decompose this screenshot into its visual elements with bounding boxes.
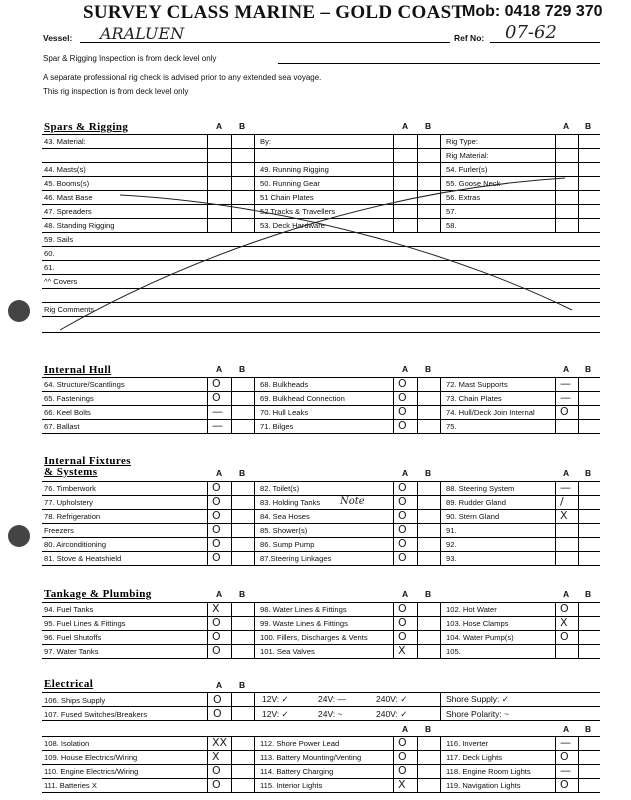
condition-mark[interactable]: O bbox=[212, 551, 221, 564]
voltage-24v-2: 24V: ~ bbox=[318, 709, 343, 719]
spars-extra: Rig Comments bbox=[44, 305, 95, 314]
checklist-item: 69. Bulkhead Connection bbox=[260, 394, 345, 403]
spars-item: 50. Running Gear bbox=[260, 179, 320, 188]
checklist-item: 83. Holding Tanks bbox=[260, 498, 321, 507]
checklist-item: 118. Engine Room Lights bbox=[446, 767, 531, 776]
condition-mark[interactable]: O bbox=[398, 630, 407, 643]
checklist-item: 102. Hot Water bbox=[446, 605, 497, 614]
note-3: This rig inspection is from deck level only bbox=[43, 87, 189, 96]
checklist-item: Freezers bbox=[44, 526, 74, 535]
condition-mark[interactable]: O bbox=[398, 481, 407, 494]
condition-mark[interactable]: — bbox=[560, 764, 571, 777]
checklist-item: 89. Rudder Gland bbox=[446, 498, 506, 507]
checklist-item: 114. Battery Charging bbox=[260, 767, 334, 776]
checklist-item: 82. Toilet(s) bbox=[260, 484, 300, 493]
spars-item: 58. bbox=[446, 221, 457, 230]
spars-item: 52 Tracks & Travellers bbox=[260, 207, 336, 216]
condition-mark[interactable]: — bbox=[560, 377, 571, 390]
fused-switches-label: 107. Fused Switches/Breakers bbox=[44, 710, 147, 719]
condition-mark[interactable]: O bbox=[560, 750, 569, 763]
checklist-item: 81. Stove & Heatshield bbox=[44, 554, 122, 563]
condition-mark[interactable]: O bbox=[212, 391, 221, 404]
spars-item: 51 Chain Plates bbox=[260, 193, 314, 202]
checklist-item: 77. Upholstery bbox=[44, 498, 93, 507]
checklist-item: 92. bbox=[446, 540, 457, 549]
col-a-label: A bbox=[402, 724, 409, 734]
col-a-label: A bbox=[216, 589, 223, 599]
col-a-label: A bbox=[563, 121, 570, 131]
section-fixtures-heading-2: & Systems bbox=[44, 466, 98, 478]
checklist-item: 109. House Electrics/Wiring bbox=[44, 753, 138, 762]
col-a-label: A bbox=[563, 468, 570, 478]
condition-mark[interactable]: O bbox=[398, 616, 407, 629]
section-internal_hull-heading: Internal Hull bbox=[44, 364, 112, 376]
col-a-label: A bbox=[216, 364, 223, 374]
condition-mark[interactable]: X bbox=[560, 616, 568, 629]
condition-mark[interactable]: O bbox=[212, 778, 221, 791]
spars-extra: 59. Sails bbox=[44, 235, 74, 244]
spars-extra: ^^ Covers bbox=[44, 277, 78, 286]
col-b-label: B bbox=[425, 724, 432, 734]
col-a-label: A bbox=[402, 121, 409, 131]
vessel-label: Vessel: bbox=[43, 33, 73, 43]
shore-polarity: Shore Polarity: ~ bbox=[446, 709, 510, 719]
spars-item: 49. Running Rigging bbox=[260, 165, 329, 174]
spars-item: 55. Goose Neck bbox=[446, 179, 501, 188]
condition-mark[interactable]: O bbox=[398, 391, 407, 404]
col-b-label: B bbox=[425, 121, 432, 131]
condition-mark[interactable]: X bbox=[212, 750, 220, 763]
checklist-item: 87.Steering Linkages bbox=[260, 554, 332, 563]
voltage-240v-2: 240V: ✓ bbox=[376, 709, 408, 719]
checklist-item: 78. Refrigeration bbox=[44, 512, 101, 521]
spars-item: 47. Spreaders bbox=[44, 207, 92, 216]
condition-mark[interactable]: X bbox=[560, 509, 568, 522]
section-electrical-heading: Electrical bbox=[44, 678, 94, 690]
condition-mark[interactable]: O bbox=[560, 630, 569, 643]
checklist-item: 91. bbox=[446, 526, 457, 535]
spars-item: 48. Standing Rigging bbox=[44, 221, 115, 230]
punch-hole bbox=[8, 525, 30, 547]
col-a-label: A bbox=[402, 589, 409, 599]
condition-mark[interactable]: O bbox=[212, 644, 221, 657]
spars-item: 54. Furler(s) bbox=[446, 165, 488, 174]
checklist-item: 93. bbox=[446, 554, 457, 563]
condition-mark[interactable]: O bbox=[398, 736, 407, 749]
col-b-label: B bbox=[239, 121, 246, 131]
condition-mark[interactable]: O bbox=[398, 764, 407, 777]
checklist-item: 113. Battery Mounting/Venting bbox=[260, 753, 362, 762]
spars-item: 53. Deck Hardware bbox=[260, 221, 325, 230]
col-a-label: A bbox=[402, 364, 409, 374]
col-a-label: A bbox=[563, 589, 570, 599]
section-tankage-heading: Tankage & Plumbing bbox=[44, 588, 152, 600]
checklist-item: 66. Keel Bolts bbox=[44, 408, 91, 417]
checklist-item: 111. Batteries X bbox=[44, 781, 97, 790]
spars-item: By: bbox=[260, 137, 271, 146]
condition-mark[interactable]: — bbox=[560, 481, 571, 494]
note-1: Spar & Rigging Inspection is from deck level only bbox=[43, 54, 217, 63]
spars-extra: 60. bbox=[44, 249, 55, 258]
condition-mark[interactable]: O bbox=[212, 537, 221, 550]
checklist-item: 71. Bilges bbox=[260, 422, 294, 431]
checklist-item: 110. Engine Electrics/Wiring bbox=[44, 767, 139, 776]
col-a-label: A bbox=[216, 680, 223, 690]
spars-item: 56. Extras bbox=[446, 193, 481, 202]
condition-mark[interactable]: / bbox=[560, 495, 564, 508]
spars-item: Rig Material: bbox=[446, 151, 489, 160]
condition-mark[interactable]: O bbox=[398, 509, 407, 522]
col-b-label: B bbox=[425, 589, 432, 599]
checklist-item: 108. Isolation bbox=[44, 739, 90, 748]
checklist-item: 112. Shore Power Lead bbox=[260, 739, 340, 748]
col-b-label: B bbox=[425, 364, 432, 374]
checklist-item: 99. Waste Lines & Fittings bbox=[260, 619, 348, 628]
voltage-240v-1: 240V: ✓ bbox=[376, 694, 408, 704]
condition-mark[interactable]: O bbox=[212, 481, 221, 494]
col-b-label: B bbox=[585, 468, 592, 478]
checklist-item: 72. Mast Supports bbox=[446, 380, 508, 389]
section-fixtures-heading: Internal Fixtures bbox=[44, 455, 131, 467]
checklist-item: 101. Sea Valves bbox=[260, 647, 315, 656]
checklist-item: 64. Structure/Scantlings bbox=[44, 380, 125, 389]
checklist-item: 65. Fastenings bbox=[44, 394, 94, 403]
checklist-item: 117. Deck Lights bbox=[446, 753, 502, 762]
col-a-label: A bbox=[216, 468, 223, 478]
condition-mark[interactable]: O bbox=[560, 602, 569, 615]
punch-hole bbox=[8, 300, 30, 322]
condition-mark[interactable]: XX bbox=[212, 736, 228, 749]
condition-mark[interactable]: O bbox=[398, 551, 407, 564]
condition-mark[interactable]: O bbox=[398, 602, 407, 615]
checklist-item: 115. Interior Lights bbox=[260, 781, 323, 790]
fused-switches-mark[interactable]: O bbox=[213, 707, 222, 720]
condition-mark[interactable]: O bbox=[398, 495, 407, 508]
vessel-value[interactable]: ARALUEN bbox=[100, 24, 185, 43]
col-a-label: A bbox=[402, 468, 409, 478]
checklist-item: 85. Shower(s) bbox=[260, 526, 308, 535]
checklist-item: 116. Inverter bbox=[446, 739, 489, 748]
checklist-item: 75. bbox=[446, 422, 457, 431]
mobile-number: Mob: 0418 729 370 bbox=[462, 3, 603, 20]
checklist-item: 104. Water Pump(s) bbox=[446, 633, 514, 642]
voltage-24v-1: 24V: — bbox=[318, 694, 347, 704]
spars-item: 45. Booms(s) bbox=[44, 179, 90, 188]
checklist-item: 95. Fuel Lines & Fittings bbox=[44, 619, 126, 628]
col-a-label: A bbox=[563, 364, 570, 374]
condition-mark[interactable]: O bbox=[398, 523, 407, 536]
spars-item: 44. Masts(s) bbox=[44, 165, 86, 174]
holding-tanks-note: Note bbox=[340, 496, 365, 507]
col-b-label: B bbox=[239, 680, 246, 690]
checklist-item: 86. Sump Pump bbox=[260, 540, 315, 549]
ships-supply-label: 106. Ships Supply bbox=[44, 696, 106, 705]
col-b-label: B bbox=[585, 121, 592, 131]
checklist-item: 88. Steering System bbox=[446, 484, 515, 493]
crossout-stroke bbox=[60, 178, 565, 330]
condition-mark[interactable]: O bbox=[212, 377, 221, 390]
checklist-item: 94. Fuel Tanks bbox=[44, 605, 94, 614]
checklist-item: 103. Hose Clamps bbox=[446, 619, 509, 628]
ref-label: Ref No: bbox=[454, 33, 485, 43]
condition-mark[interactable]: — bbox=[212, 419, 223, 432]
condition-mark[interactable]: O bbox=[212, 523, 221, 536]
col-b-label: B bbox=[239, 364, 246, 374]
condition-mark[interactable]: O bbox=[398, 537, 407, 550]
checklist-item: 96. Fuel Shutoffs bbox=[44, 633, 102, 642]
col-b-label: B bbox=[585, 724, 592, 734]
condition-mark[interactable]: O bbox=[212, 495, 221, 508]
col-b-label: B bbox=[425, 468, 432, 478]
col-b-label: B bbox=[239, 589, 246, 599]
checklist-item: 97. Water Tanks bbox=[44, 647, 99, 656]
checklist-item: 100. Fillers, Discharges & Vents bbox=[260, 633, 368, 642]
checklist-item: 84. Sea Hoses bbox=[260, 512, 310, 521]
checklist-item: 68. Bulkheads bbox=[260, 380, 309, 389]
condition-mark[interactable]: O bbox=[560, 405, 569, 418]
checklist-item: 119. Navigation Lights bbox=[446, 781, 521, 790]
checklist-item: 90. Stern Gland bbox=[446, 512, 500, 521]
condition-mark[interactable]: X bbox=[398, 778, 406, 791]
spars-item: 57. bbox=[446, 207, 457, 216]
condition-mark[interactable]: O bbox=[560, 778, 569, 791]
spars-extra: 61. bbox=[44, 263, 55, 272]
checklist-item: 105. bbox=[446, 647, 461, 656]
col-b-label: B bbox=[585, 589, 592, 599]
col-b-label: B bbox=[585, 364, 592, 374]
condition-mark[interactable]: — bbox=[212, 405, 223, 418]
checklist-item: 67. Ballast bbox=[44, 422, 80, 431]
checklist-item: 73. Chain Plates bbox=[446, 394, 502, 403]
checklist-item: 98. Water Lines & Fittings bbox=[260, 605, 347, 614]
condition-mark[interactable]: O bbox=[212, 509, 221, 522]
voltage-12v-2: 12V: ✓ bbox=[262, 709, 289, 719]
ships-supply-mark[interactable]: O bbox=[213, 693, 222, 706]
checklist-item: 70. Hull Leaks bbox=[260, 408, 309, 417]
spars-item: 46. Mast Base bbox=[44, 193, 93, 202]
col-b-label: B bbox=[239, 468, 246, 478]
checklist-item: 80. Airconditioning bbox=[44, 540, 107, 549]
condition-mark[interactable]: O bbox=[398, 419, 407, 432]
condition-mark[interactable]: X bbox=[398, 644, 406, 657]
checklist-item: 74. Hull/Deck Join Internal bbox=[446, 408, 535, 417]
condition-mark[interactable]: O bbox=[212, 764, 221, 777]
voltage-12v-1: 12V: ✓ bbox=[262, 694, 289, 704]
spars-item: Rig Type: bbox=[446, 137, 478, 146]
col-a-label: A bbox=[216, 121, 223, 131]
condition-mark[interactable]: O bbox=[398, 750, 407, 763]
note-2: A separate professional rig check is advised prior to any extended sea voyage. bbox=[43, 73, 322, 82]
condition-mark[interactable]: — bbox=[560, 736, 571, 749]
ref-value[interactable]: 07-62 bbox=[505, 22, 557, 43]
condition-mark[interactable]: — bbox=[560, 391, 571, 404]
col-a-label: A bbox=[563, 724, 570, 734]
condition-mark[interactable]: O bbox=[398, 377, 407, 390]
crossout-stroke bbox=[120, 195, 572, 310]
condition-mark[interactable]: O bbox=[212, 630, 221, 643]
spars-item: 43. Material: bbox=[44, 137, 86, 146]
condition-mark[interactable]: O bbox=[212, 616, 221, 629]
form-title: SURVEY CLASS MARINE – GOLD COAST bbox=[83, 2, 465, 23]
checklist-item: 76. Timberwork bbox=[44, 484, 96, 493]
shore-supply: Shore Supply: ✓ bbox=[446, 694, 509, 704]
condition-mark[interactable]: O bbox=[398, 405, 407, 418]
condition-mark[interactable]: X bbox=[212, 602, 220, 615]
section-spars-heading: Spars & Rigging bbox=[44, 121, 129, 133]
